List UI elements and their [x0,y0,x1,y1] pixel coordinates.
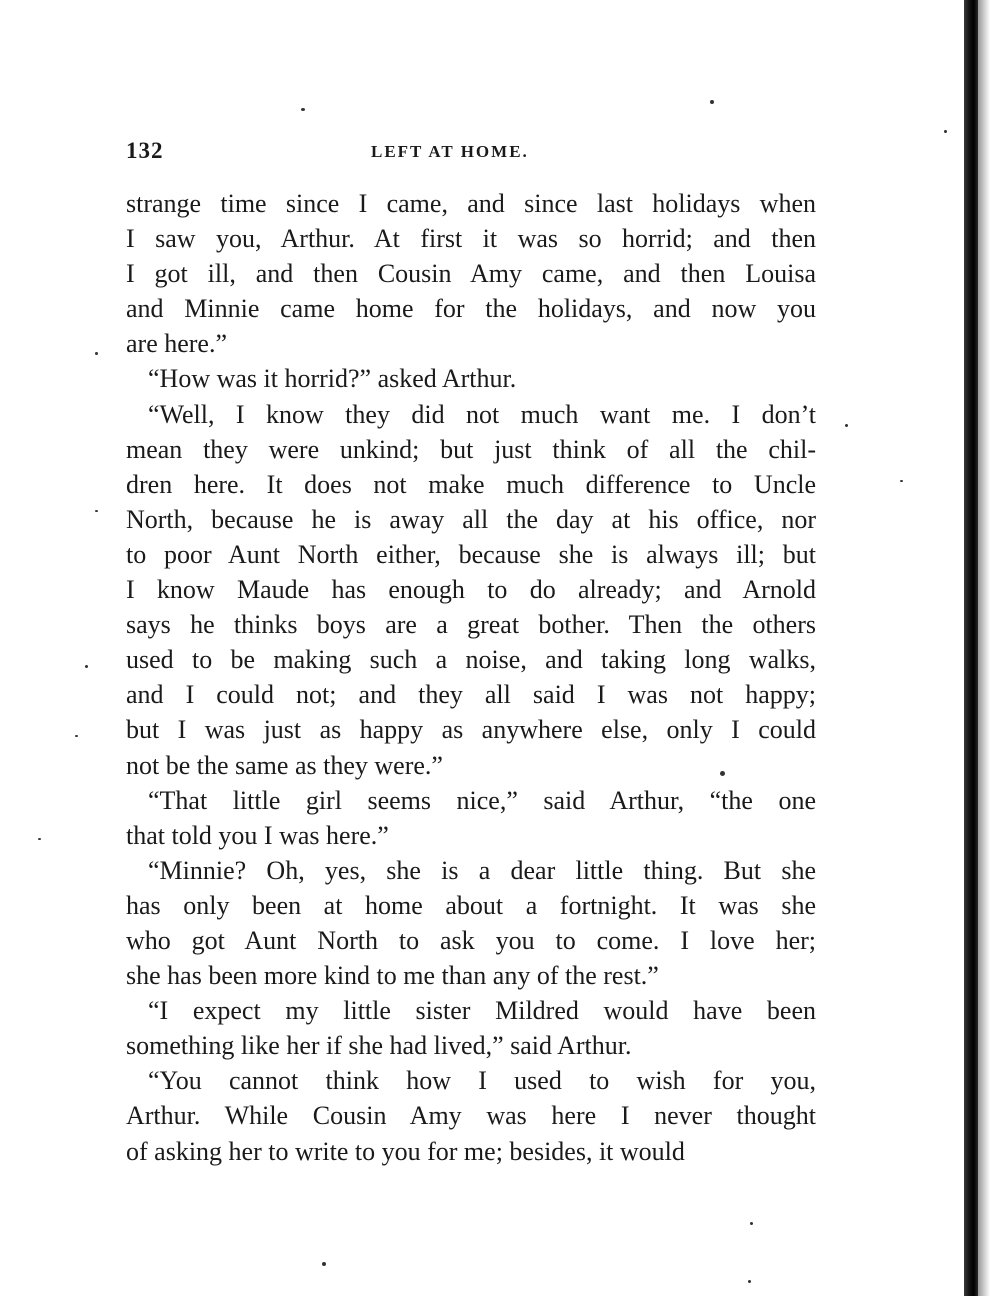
running-head [126,138,806,168]
text-line: and Minnie came home for the holidays, and now you [126,294,816,324]
text-line: mean they were unkind; but just think of all the chil- [126,434,816,464]
body-text [126,186,816,1169]
scan-speck [95,352,98,355]
text-line: North, because he is away all the day at his office, nor [126,504,816,534]
scan-speck [95,510,98,512]
text-line: and I could not; and they all said I was not happy; [126,680,816,710]
text-line: who got Aunt North to ask you to come. I love her; [126,925,816,955]
text-line: “You cannot think how I used to wish for you, [148,1066,816,1096]
page-binding-shadow [964,0,978,1296]
scan-speck [710,100,714,104]
text-line: something like her if she had lived,” said Arthur. [126,1031,632,1061]
paragraph [126,186,816,361]
text-line: she has been more kind to me than any of the rest.” [126,961,659,991]
text-line: Arthur. While Cousin Amy was here I never thought [126,1101,816,1131]
scan-speck [900,480,903,482]
text-line: “Minnie? Oh, yes, she is a dear little thing. But she [148,855,816,885]
scan-speck [750,1222,753,1225]
text-line: has only been at home about a fortnight. It was she [126,890,816,920]
text-line: that told you I was here.” [126,820,389,850]
text-line: strange time since I came, and since last holidays when [126,189,816,218]
text-line: “That little girl seems nice,” said Arthur, “the one [148,785,816,815]
scan-speck [75,735,78,737]
scan-speck [944,130,947,133]
text-line: not be the same as they were.” [126,750,443,780]
scan-speck [38,838,41,840]
scan-speck [85,665,88,668]
text-line: “How was it horrid?” asked Arthur. [148,364,517,394]
paragraph [126,853,816,993]
paragraph [126,1063,816,1168]
scan-speck [322,1262,326,1266]
page-number: 132 [126,138,164,163]
text-line: but I was just as happy as anywhere else, only I could [126,715,816,745]
text-line: “Well, I know they did not much want me. I don’t [148,399,816,429]
text-line: to poor Aunt North either, because she is always ill; but [126,539,816,569]
text-line: are here.” [126,329,228,359]
scan-speck [845,424,848,427]
scan-speck [301,108,305,111]
text-line: says he thinks boys are a great bother. Then the others [126,610,816,640]
paragraph [126,993,816,1063]
text-line: I know Maude has enough to do already; and Arnold [126,575,816,605]
text-line: dren here. It does not make much difference to Uncle [126,469,816,499]
page-edge-fade [978,0,990,1296]
text-line: I got ill, and then Cousin Amy came, and then Louisa [126,259,816,289]
text-line: “I expect my little sister Mildred would have been [148,996,816,1026]
paragraph [126,783,816,853]
running-title: LEFT AT HOME. [371,142,529,161]
paragraph [126,361,816,396]
text-line: I saw you, Arthur. At first it was so horrid; and then [126,224,816,254]
scan-speck [748,1280,751,1283]
text-line: of asking her to write to you for me; besides, it would [126,1136,685,1166]
paragraph [126,397,816,783]
text-line: used to be making such a noise, and taking long walks, [126,645,816,675]
